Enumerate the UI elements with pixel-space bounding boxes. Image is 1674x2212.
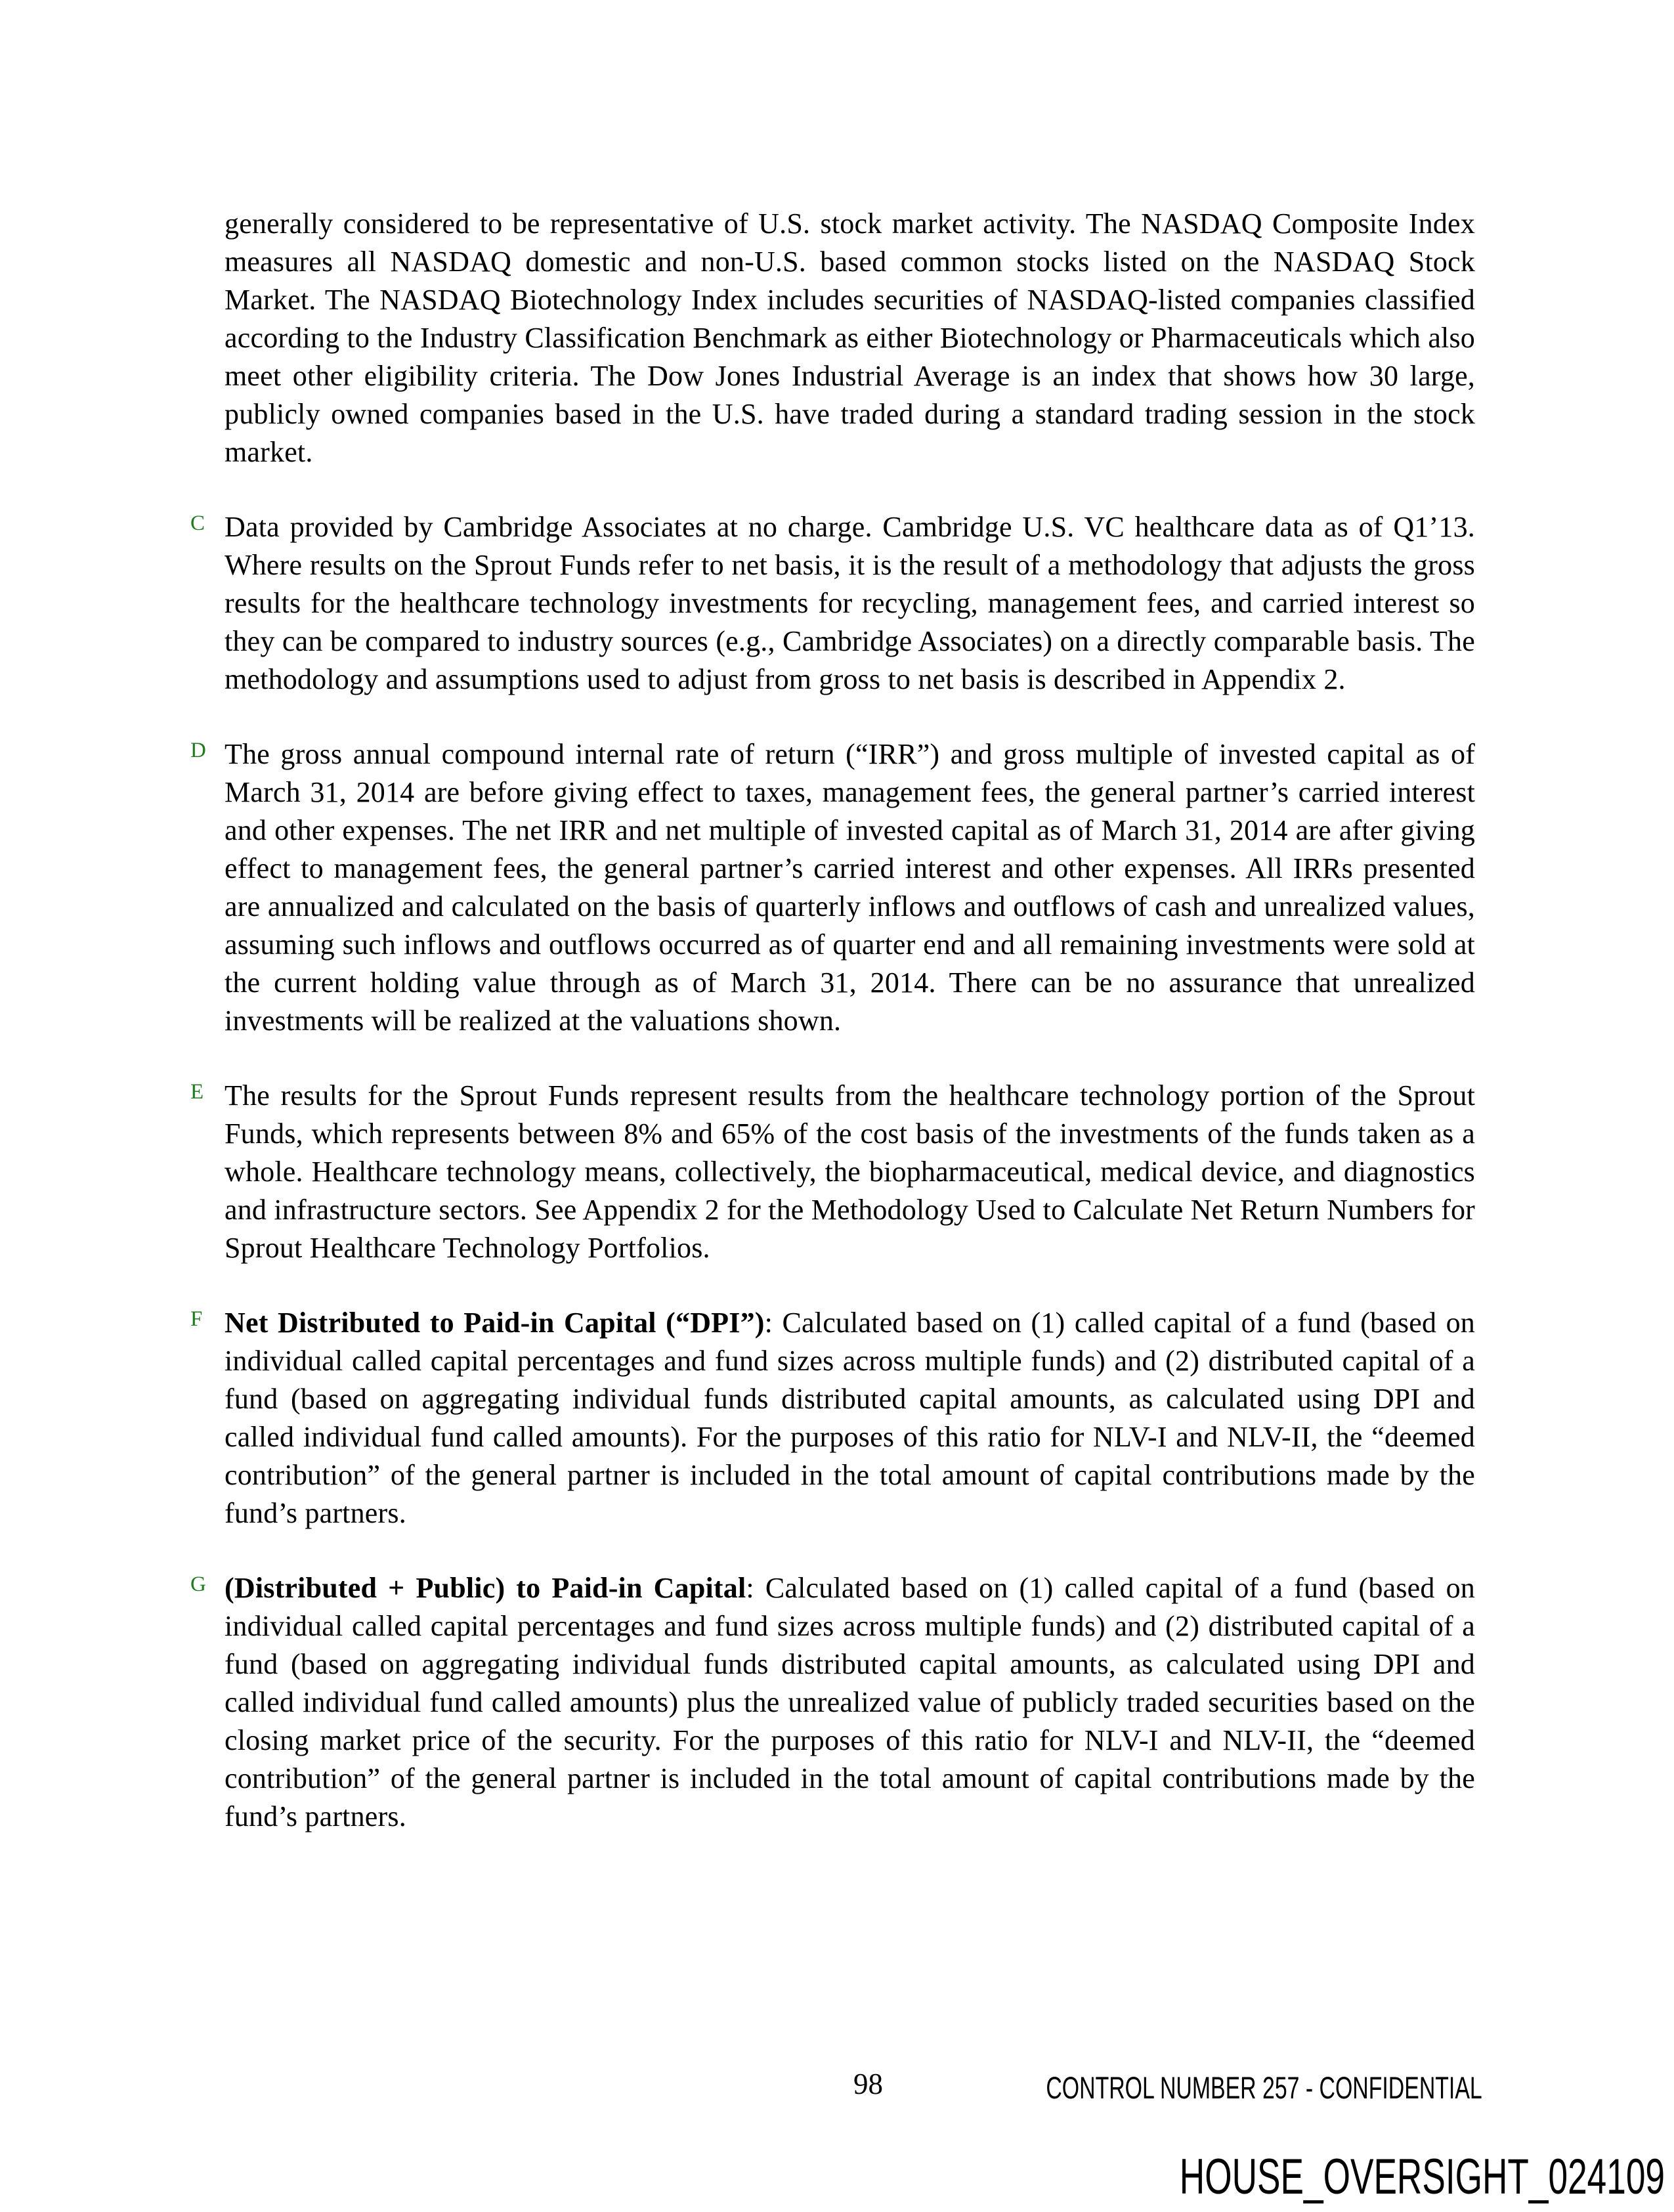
footnote-text: generally considered to be representative of U.S. stock market activity. The NASDAQ Composite Index measures all NASDAQ domestic and non-U.S. based common stocks listed on the NASDAQ Stock Market. The NASDAQ Biotechnology Index includes securities of NASDAQ-listed companies classified according to the Industry Classification Benchmark as either Biotechnology or Pharmaceuticals which also meet other eligibility criteria. The Dow Jones Industrial Average is an index that shows how 30 large, publicly owned companies based in the U.S. have traded during a standard trading session in the stock market.: [225, 207, 1475, 468]
footnote-marker-f: F: [190, 1307, 203, 1331]
footnote-paragraph-g: [190, 1569, 1475, 1836]
page-number: 98: [853, 2068, 883, 2100]
footnote-paragraph-continuation: [225, 205, 1475, 471]
footnote-bold-lead: (Distributed + Public) to Paid-in Capital: [225, 1572, 746, 1604]
footnote-paragraph-c: [190, 508, 1475, 699]
footnote-text: Data provided by Cambridge Associates at no charge. Cambridge U.S. VC healthcare data as of Q1’13. Where results on the Sprout Funds refer to net basis, it is the result of a methodology that adjusts the gross results for the healthcare technology investments for recycling, management fees, and carried interest so they can be compared to industry sources (e.g., Cambridge Associates) on a directly comparable basis. The methodology and assumptions used to adjust from gross to net basis is described in Appendix 2.: [225, 511, 1475, 695]
footnote-marker-c: C: [190, 511, 205, 535]
footnote-text: The gross annual compound internal rate of return (“IRR”) and gross multiple of invested capital as of March 31, 2014 are before giving effect to taxes, management fees, the general partner’s carried interest and other expenses. The net IRR and net multiple of invested capital as of March 31, 2014 are after giving effect to management fees, the general partner’s carried interest and other expenses. All IRRs presented are annualized and calculated on the basis of quarterly inflows and outflows of cash and unrealized values, assuming such inflows and outflows occurred as of quarter end and all remaining investments were sold at the current holding value through as of March 31, 2014. There can be no assurance that unrealized investments will be realized at the valuations shown.: [225, 738, 1475, 1037]
bates-stamp: HOUSE_OVERSIGHT_024109: [1179, 2149, 1665, 2205]
footnote-text: : Calculated based on (1) called capital of a fund (based on individual called capital percentages and fund sizes across multiple funds) and (2) distributed capital of a fund (based on aggregating individual funds distributed capital amounts, as calculated using DPI and called individual fund called amounts). For the purposes of this ratio for NLV-I and NLV-II, the “deemed contribution” of the general partner is included in the total amount of capital contributions made by the fund’s partners.: [225, 1307, 1475, 1529]
footnote-text: The results for the Sprout Funds represent results from the healthcare technology portion of the Sprout Funds, which represents between 8% and 65% of the cost basis of the investments of the funds taken as a whole. Healthcare technology means, collectively, the biopharmaceutical, medical device, and diagnostics and infrastructure sectors. See Appendix 2 for the Methodology Used to Calculate Net Return Numbers for Sprout Healthcare Technology Portfolios.: [225, 1079, 1475, 1264]
footnote-marker-g: G: [190, 1572, 207, 1596]
footnote-paragraph-d: [190, 735, 1475, 1040]
footnotes-section: [190, 205, 1475, 1836]
footnote-marker-d: D: [190, 739, 207, 762]
footnote-bold-lead: Net Distributed to Paid-in Capital (“DPI”): [225, 1307, 765, 1339]
footnote-paragraph-f: [190, 1304, 1475, 1532]
footnote-paragraph-e: [190, 1077, 1475, 1267]
control-number-label: CONTROL NUMBER 257 - CONFIDENTIAL: [1046, 2070, 1482, 2105]
footnote-marker-e: E: [190, 1080, 204, 1104]
footnote-text: : Calculated based on (1) called capital of a fund (based on individual called capital percentages and fund sizes across multiple funds) and (2) distributed capital of a fund (based on aggregating individual funds distributed capital amounts, as calculated using DPI and called individual fund called amounts) plus the unrealized value of publicly traded securities based on the closing market price of the security. For the purposes of this ratio for NLV-I and NLV-II, the “deemed contribution” of the general partner is included in the total amount of capital contributions made by the fund’s partners.: [225, 1572, 1475, 1832]
